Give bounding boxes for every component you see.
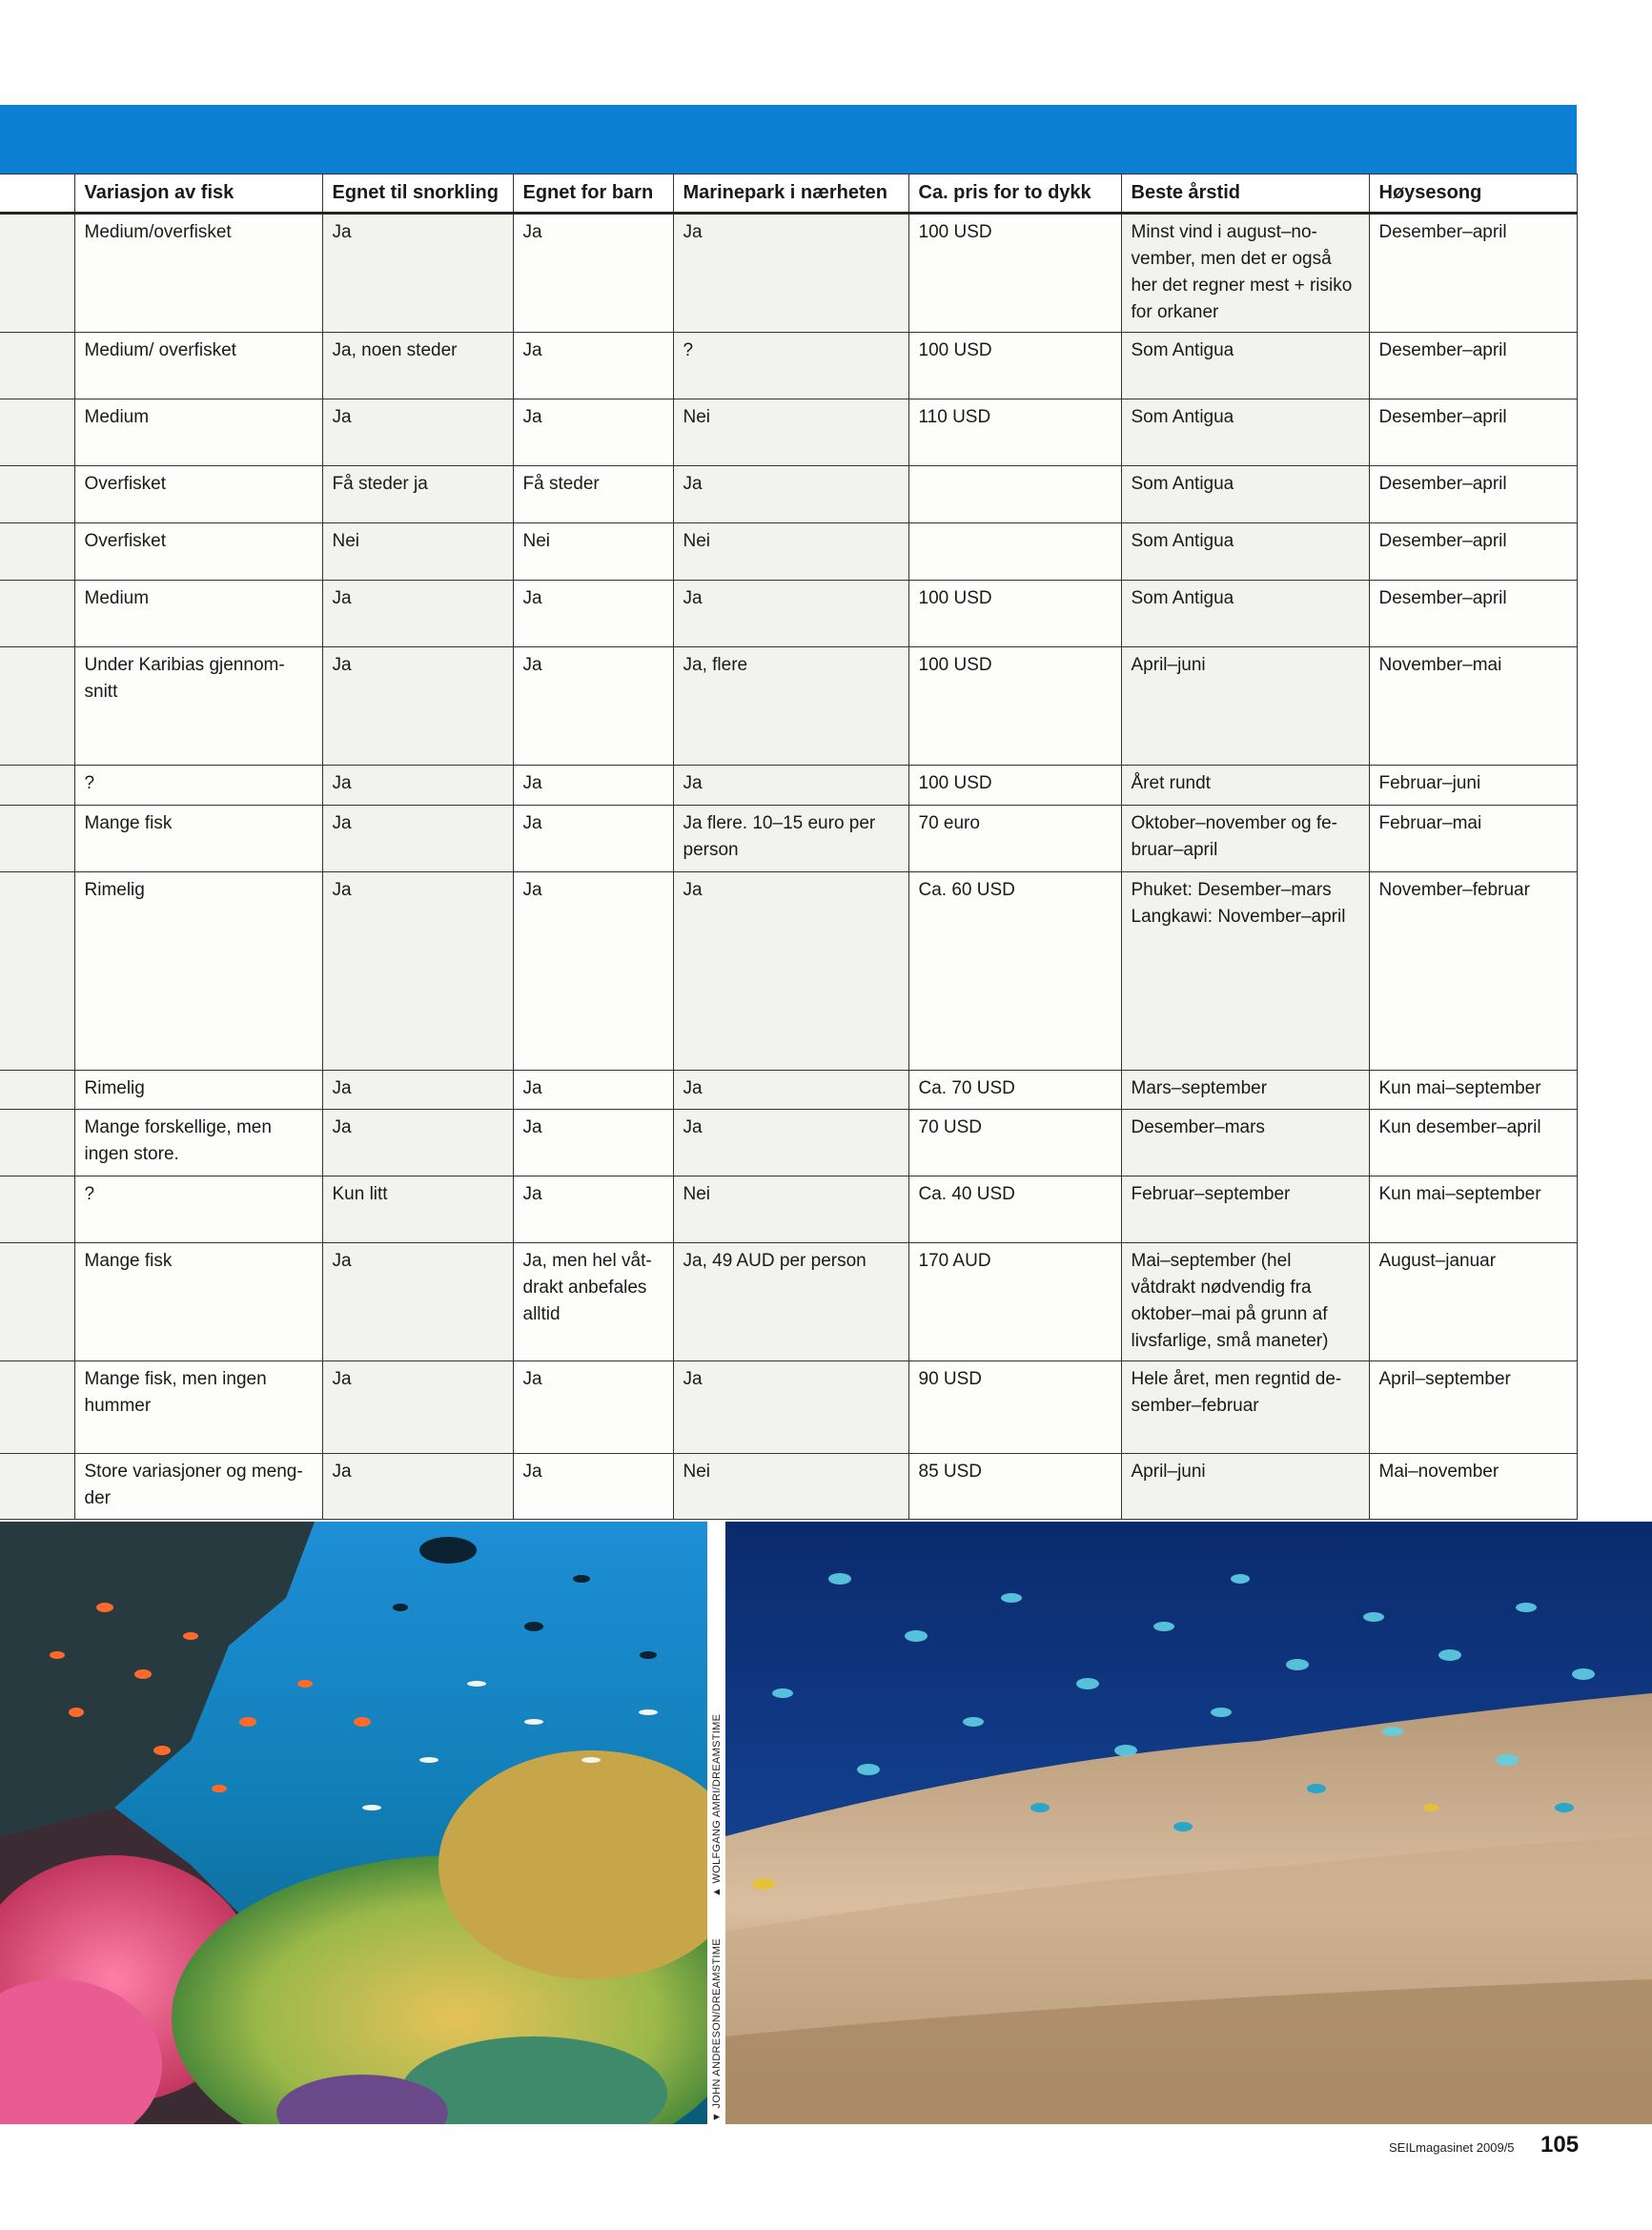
photo-credits <box>707 1522 726 2124</box>
table-cell: Medium <box>74 581 322 647</box>
table-cell: Året rundt <box>1121 766 1369 806</box>
table-cell: Mai–september (hel våtdrakt nødvendig fra oktober–mai på grunn af livsfarlige, små maneter) <box>1121 1243 1369 1361</box>
table-cell: Nei <box>322 523 513 581</box>
table-row <box>0 1361 1577 1454</box>
table-row <box>0 333 1577 399</box>
table-row <box>0 1243 1577 1361</box>
table-cell: Ja <box>322 647 513 766</box>
header-fish-variety: Variasjon av fisk <box>74 174 322 214</box>
table-cell: Kun litt <box>322 1176 513 1243</box>
table-cell <box>0 399 74 466</box>
table-cell: Kun desember–april <box>1369 1110 1577 1176</box>
table-row <box>0 523 1577 581</box>
table-cell <box>0 581 74 647</box>
table-cell: 110 USD <box>908 399 1121 466</box>
table-cell: Ja <box>322 1243 513 1361</box>
table-cell: Få steder ja <box>322 466 513 523</box>
table-row <box>0 1454 1577 1520</box>
page-number: 105 <box>1540 2132 1580 2158</box>
header-best-season: Beste årstid <box>1121 174 1369 214</box>
table-cell <box>0 806 74 872</box>
table-cell: Phuket: Desember–mars Langkawi: November–april <box>1121 872 1369 1071</box>
table-cell: Ja <box>673 1110 908 1176</box>
table-cell: ? <box>74 1176 322 1243</box>
table-cell: Februar–juni <box>1369 766 1577 806</box>
table-cell: Ja <box>673 766 908 806</box>
photo-credit-right: ▲ WOLFGANG AMRI/DREAMSTIME <box>711 1713 723 1897</box>
table-cell: 85 USD <box>908 1454 1121 1520</box>
table-cell: Ja <box>513 1110 673 1176</box>
table-row <box>0 806 1577 872</box>
table-cell: Mange fisk, men ingen hummer <box>74 1361 322 1454</box>
table-cell: Ja <box>322 214 513 333</box>
table-cell: Ca. 70 USD <box>908 1071 1121 1110</box>
table-cell <box>908 523 1121 581</box>
dive-info-table <box>0 174 1578 1520</box>
coral-reef-photo-left <box>0 1522 708 2124</box>
header-children: Egnet for barn <box>513 174 673 214</box>
table-cell: August–januar <box>1369 1243 1577 1361</box>
table-cell: Nei <box>673 399 908 466</box>
header-price: Ca. pris for to dykk <box>908 174 1121 214</box>
table-row <box>0 766 1577 806</box>
table-cell: Ja <box>513 766 673 806</box>
table-cell <box>0 466 74 523</box>
table-row <box>0 581 1577 647</box>
table-cell: Nei <box>513 523 673 581</box>
table-cell: 170 AUD <box>908 1243 1121 1361</box>
table-cell <box>0 647 74 766</box>
table-cell: Ja, 49 AUD per person <box>673 1243 908 1361</box>
table-cell: Ja flere. 10–15 euro per person <box>673 806 908 872</box>
table-cell: Desember–april <box>1369 399 1577 466</box>
table-cell: Ja <box>673 1361 908 1454</box>
table-cell: Desember–april <box>1369 523 1577 581</box>
table-cell: Ja <box>322 399 513 466</box>
table-cell: Mange forskellige, men ingen store. <box>74 1110 322 1176</box>
table-cell: Som Antigua <box>1121 466 1369 523</box>
table-cell: Ja <box>673 1071 908 1110</box>
table-cell: Ja <box>513 872 673 1071</box>
table-cell: Rimelig <box>74 872 322 1071</box>
table-cell: Ja, men hel våt-drakt anbefales alltid <box>513 1243 673 1361</box>
table-cell: Ja <box>322 766 513 806</box>
table-cell: 70 USD <box>908 1110 1121 1176</box>
table-cell <box>0 1243 74 1361</box>
table-cell <box>0 1361 74 1454</box>
table-cell: Overfisket <box>74 466 322 523</box>
table-cell: Mange fisk <box>74 806 322 872</box>
table-cell: Som Antigua <box>1121 333 1369 399</box>
table-row <box>0 214 1577 333</box>
table-cell: 100 USD <box>908 766 1121 806</box>
table-cell <box>0 523 74 581</box>
table-cell <box>0 1071 74 1110</box>
table-cell: Som Antigua <box>1121 523 1369 581</box>
table-cell: Ja, flere <box>673 647 908 766</box>
table-cell <box>0 214 74 333</box>
table-header-row <box>0 174 1577 214</box>
table-cell: Ja <box>673 466 908 523</box>
table-cell: Ja <box>513 806 673 872</box>
table-cell: Ja <box>513 1176 673 1243</box>
table-cell: Februar–september <box>1121 1176 1369 1243</box>
table-cell <box>0 1454 74 1520</box>
table-cell: Under Karibias gjennom-snitt <box>74 647 322 766</box>
table-cell: Nei <box>673 1176 908 1243</box>
table-cell: Ja <box>513 1071 673 1110</box>
table-row <box>0 1110 1577 1176</box>
table-cell: Nei <box>673 1454 908 1520</box>
table-row <box>0 1176 1577 1243</box>
table-cell: 70 euro <box>908 806 1121 872</box>
table-cell: Ja <box>513 581 673 647</box>
table-cell: Mai–november <box>1369 1454 1577 1520</box>
table-cell: Desember–april <box>1369 333 1577 399</box>
table-cell: Desember–mars <box>1121 1110 1369 1176</box>
table-cell: Ja <box>513 214 673 333</box>
table-cell: 100 USD <box>908 214 1121 333</box>
table-cell <box>908 466 1121 523</box>
magazine-issue: SEILmagasinet 2009/5 <box>1389 2140 1515 2155</box>
table-cell: 100 USD <box>908 581 1121 647</box>
table-cell: Ja <box>513 399 673 466</box>
table-cell <box>0 766 74 806</box>
table-cell: April–juni <box>1121 647 1369 766</box>
header-snorkeling: Egnet til snorkling <box>322 174 513 214</box>
table-cell: Nei <box>673 523 908 581</box>
table-cell: Ja <box>513 333 673 399</box>
table-cell: Ja <box>673 214 908 333</box>
table-cell: Som Antigua <box>1121 399 1369 466</box>
table-cell: ? <box>673 333 908 399</box>
table-cell: November–februar <box>1369 872 1577 1071</box>
table-cell: Desember–april <box>1369 581 1577 647</box>
table-cell: 100 USD <box>908 647 1121 766</box>
table-cell: 100 USD <box>908 333 1121 399</box>
table-cell: Store variasjoner og meng-der <box>74 1454 322 1520</box>
table-cell: April–september <box>1369 1361 1577 1454</box>
table-cell: Medium/ overfisket <box>74 333 322 399</box>
table-row <box>0 647 1577 766</box>
table-cell: Ja <box>322 581 513 647</box>
table-cell: Få steder <box>513 466 673 523</box>
table-cell: Oktober–november og fe-bruar–april <box>1121 806 1369 872</box>
header-color-band <box>0 105 1577 174</box>
table-cell: Ja <box>322 1361 513 1454</box>
table-cell: Ja <box>513 1361 673 1454</box>
table-cell: Ja <box>673 872 908 1071</box>
header-high-season: Høysesong <box>1369 174 1577 214</box>
table-row <box>0 399 1577 466</box>
table-cell: Minst vind i august–no-vember, men det er også her det regner mest + risiko for orkaner <box>1121 214 1369 333</box>
table-cell: Ja <box>322 872 513 1071</box>
table-cell <box>0 872 74 1071</box>
header-location <box>0 174 74 214</box>
table-cell: April–juni <box>1121 1454 1369 1520</box>
table-cell <box>0 1176 74 1243</box>
table-row <box>0 1071 1577 1110</box>
table-cell: Desember–april <box>1369 214 1577 333</box>
table-cell <box>0 1110 74 1176</box>
coral-reef-photo-right <box>725 1522 1652 2124</box>
table-cell: 90 USD <box>908 1361 1121 1454</box>
table-cell: Ja <box>513 1454 673 1520</box>
table-cell: Overfisket <box>74 523 322 581</box>
table-cell: Hele året, men regntid de-sember–februar <box>1121 1361 1369 1454</box>
table-cell: Ja <box>673 581 908 647</box>
table-cell: Kun mai–september <box>1369 1176 1577 1243</box>
table-cell: Februar–mai <box>1369 806 1577 872</box>
table-row <box>0 872 1577 1071</box>
table-cell: Ja <box>322 1110 513 1176</box>
header-marine-park: Marinepark i nærheten <box>673 174 908 214</box>
table-cell: Mars–september <box>1121 1071 1369 1110</box>
table-cell: ? <box>74 766 322 806</box>
table-cell: Kun mai–september <box>1369 1071 1577 1110</box>
table-cell: Ja <box>322 1071 513 1110</box>
table-cell: November–mai <box>1369 647 1577 766</box>
table-cell: Ca. 60 USD <box>908 872 1121 1071</box>
table-cell: Ja <box>322 1454 513 1520</box>
table-cell: Ja <box>513 647 673 766</box>
table-cell: Mange fisk <box>74 1243 322 1361</box>
table-cell: Som Antigua <box>1121 581 1369 647</box>
table-cell: Desember–april <box>1369 466 1577 523</box>
table-cell: Ja, noen steder <box>322 333 513 399</box>
table-row <box>0 466 1577 523</box>
table-cell: Rimelig <box>74 1071 322 1110</box>
table-cell: Medium/overfisket <box>74 214 322 333</box>
photo-credit-left: ▼ JOHN ANDRESON/DREAMSTIME <box>711 1938 723 2122</box>
table-cell: Ca. 40 USD <box>908 1176 1121 1243</box>
table-cell: Ja <box>322 806 513 872</box>
table-cell: Medium <box>74 399 322 466</box>
table-cell <box>0 333 74 399</box>
